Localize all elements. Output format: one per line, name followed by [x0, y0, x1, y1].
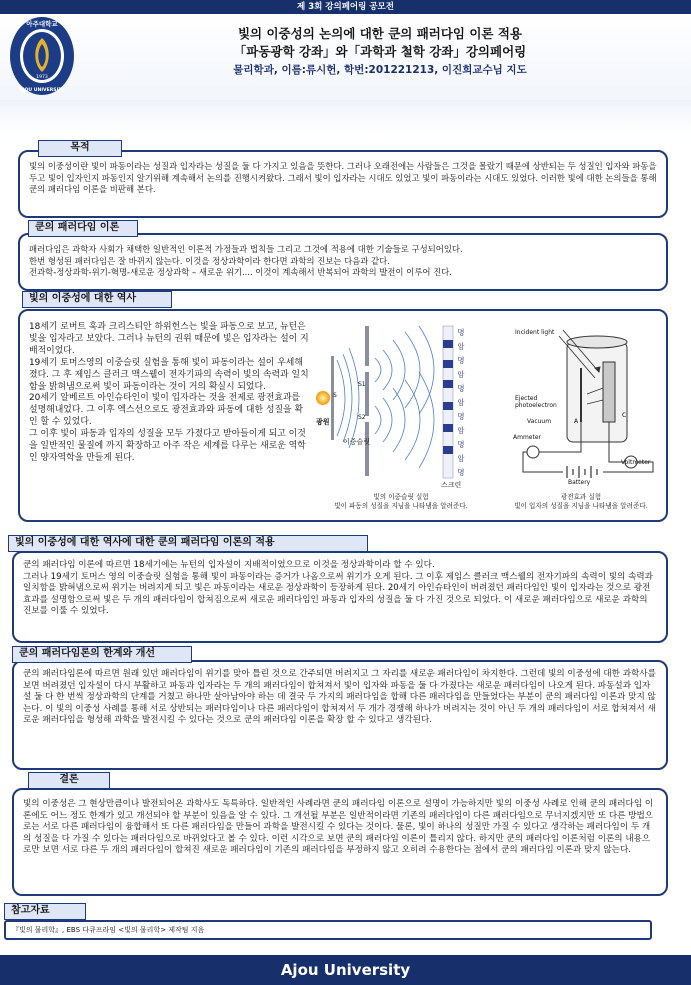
light-source-icon — [316, 391, 330, 405]
photoelectric-caption — [495, 493, 667, 511]
header-band — [0, 100, 691, 134]
band-label: 명 — [457, 328, 465, 337]
references-box — [4, 920, 652, 940]
svg-text:1973: 1973 — [36, 75, 48, 80]
band-label: 암 — [457, 426, 465, 435]
band-label: 암 — [457, 454, 465, 463]
limits-text: 쿤의 패러다임론에 따르면 원래 있던 패러다임이 위기를 맞아 틀린 것으로 간주되면 버려지고 그 자리를 새로운 패러다임이 차지한다. 그런데 빛의 이중성에 대한 과학사를 보면 버려졌던 입자설이 다시 부활하고 파동과 입자라는 두 개의 패러다임이 합쳐져서 빛이 입자와 파동을 둘 다 가졌다는 새로운 패러다임이 나오게 된다. 파동설과 입자설 둘 다 한 번씩 정상과학의 단계를 거쳤고 하나만 살아남아야 하는 데 결국 두 가지의 패러다임을 합해 다른 패러다임을 만들었다는 부분이 쿤의 패러다임 이론과 맞지 않는다. 이 빛의 이중성 사례를 통해 서로 상반되는 패러다임이나 다른 패러다임이 합쳐져서 두 개가 경쟁해 하나가 버려지는 것이 아닌 두 개의 패러다임이 서로 합쳐져서 새로운 패러다임을 형성해 과학을 발전시킬 수 있다는 것으로 쿤의 패러다임 이론을 확장 할 수 있다고 생각된다. — [23, 669, 656, 726]
references-text: 『빛의 물리학』, EBS 다큐프라임 <빛의 물리학> 제작팀 지음 — [12, 926, 205, 934]
band-label: 명 — [457, 356, 465, 365]
poster-title-line2: 「파동광학 강좌」와「과학과 철학 강좌」강의페어링 — [233, 44, 527, 59]
band-label: 명 — [457, 412, 465, 421]
plate-c-label: C — [622, 412, 627, 419]
conclusion-text: 빛의 이중성은 그 현상만큼이나 발전되어온 과학사도 독특하다. 일반적인 사례라면 쿤의 패러다임 이론으로 설명이 가능하지만 빛의 이중성 사례로 인해 쿤의 패러다임 이론에도 어느 정도 한계가 있고 개선되야 할 부분이 있음을 알 수 있다. 그 개선될 부분은 일반적이라면 기존의 패러다임이 다른 패러다임으로 무너지겠지만 또 다른 방법으로는 서로 다른 패러다임이 융합해서 또 다른 패러다임을 만들어 과학을 발전시킬 수 있다는 것이다. 물론, 빛이 하나의 성질만 가질 수 있다고 생각하는 패러다임이 두 개의 성질을 다 가질 수 있다는 패러다임으로 바뀌었다고 볼 수 있다. 이런 시각으로 보면 쿤의 패러다임 이론이 틀리지 않다. 하지만 쿤의 패러다임 이론처럼 이론의 내용으로만 보면 서로 다른 두 개의 패러다임이 합쳐진 새로운 패러다임이 기존의 패러다임을 부정하지 않고 오히려 수용한다는 점에서 쿤의 패러다임 이론과 맞지 않는다. — [23, 799, 654, 856]
caption-line: 빛의 이중슬릿 실험 — [373, 493, 429, 501]
s1-label: S1 — [358, 381, 366, 388]
purpose-box — [18, 150, 668, 218]
screen-label: 스크린 — [441, 481, 462, 489]
svg-text:AJOU UNIVERSITY: AJOU UNIVERSITY — [19, 88, 65, 93]
caption-line: 빛이 입자의 성질을 지님을 나타냄을 알려준다. — [514, 502, 648, 510]
incident-light-label: Incident light — [515, 329, 555, 336]
references-heading: 참고자료 — [4, 903, 86, 920]
band-label: 암 — [457, 398, 465, 407]
conclusion-box — [12, 788, 668, 896]
s0-label: S — [333, 392, 337, 399]
caption-line: 빛이 파동의 성질을 지님을 나타냄을 알려준다. — [334, 502, 468, 510]
light-source-label: 광원 — [316, 418, 330, 426]
plate-a-label: A — [574, 418, 579, 425]
paradigm-heading: 쿤의 패러다임 이론 — [28, 220, 138, 237]
band-labels — [456, 326, 466, 480]
vacuum-tube — [567, 336, 627, 442]
band-label: 암 — [457, 370, 465, 379]
paradigm-box — [18, 233, 668, 291]
svg-text:아주대학교: 아주대학교 — [26, 20, 58, 28]
voltmeter-label: Voltmeter — [621, 459, 651, 466]
battery-icon — [567, 466, 597, 478]
limits-heading: 쿤의 패러다임론의 한계와 개선 — [12, 646, 192, 663]
author-line: 물리학과, 이름:류시헌, 학번:201221213, 이진희교수님 지도 — [233, 64, 527, 76]
band-label: 명 — [457, 440, 465, 449]
double-slit-barrier — [365, 326, 369, 476]
application-box — [12, 551, 668, 643]
vacuum-label: Vacuum — [527, 418, 552, 425]
ammeter-label: Ammeter — [513, 434, 541, 441]
caption-line: 광전효과 실험 — [560, 493, 602, 501]
interference-screen — [443, 326, 453, 478]
purpose-heading: 목적 — [38, 140, 122, 157]
conclusion-heading: 결론 — [28, 772, 110, 789]
ammeter-icon — [527, 446, 539, 458]
band-label: 명 — [457, 384, 465, 393]
band-label: 암 — [457, 342, 465, 351]
university-footer: Ajou University — [0, 955, 691, 985]
s2-label: S2 — [358, 414, 366, 421]
ejected-label: Ejected photoelectron — [515, 395, 557, 409]
history-heading: 빛의 이중성에 대한 역사 — [22, 291, 172, 308]
band-label: 명 — [457, 468, 465, 477]
application-heading: 빛의 이중성에 대한 역사에 대한 쿤의 패러다임 이론의 적용 — [8, 535, 368, 552]
battery-label: Battery — [568, 479, 591, 486]
history-text: 18세기 로버트 훅과 크리스티안 하위헌스는 빛을 파동으로 보고, 뉴턴은 빛을 입자라고 보았다. 그러나 뉴턴의 권위 때문에 빛은 입자라는 설이 지배적이었다. 19세기 토머스영의 이중슬릿 실험을 통해 빛이 파동이라는 설이 우세해 졌다. 그 후 제임스 클러크 맥스웰이 전자기파의 속력이 빛의 속력과 일치함을 밝혀냄으로써 빛이 파동이라는 것이 거의 확실시 되었다. 20세기 알베르트 아인슈타인이 빛이 입자라는 것을 전제로 광전효과를 설명해내었다. 그 이후 엑스선으로도 광전효과와 파동에 대한 성질을 확인 할 수 있었다. 그 이후 빛이 파동과 입자의 성질을 모두 가졌다고 받아들이게 되고 이것을 일반적인 물질에 까지 확장하고 아주 작은 세계를 다루는 새로운 역학인 양자역학을 만들게 된다. — [29, 322, 309, 463]
university-seal-logo — [9, 16, 75, 96]
competition-banner: 제 3회 강의페어링 공모전 — [0, 0, 691, 14]
application-text: 쿤의 패러다임 이론에 따르면 18세기에는 뉴턴의 입자설이 지배적이었으므로 이것을 정상과학이라 할 수 있다. 그러나 19세기 토머스 영의 이중슬릿 실험을 통해 빛이 파동이라는 증거가 나옴으로써 위기가 오게 된다. 그 이후 제임스 클러크 맥스웰의 전자기파의 속력이 빛의 속력과 일치함을 밝혀냄으로써 위기는 버려지게 되고 빛은 파동이라는 새로운 정상과학이 등장하게 된다. 20세기 아인슈타인이 버려졌던 패러다임인 빛이 입자라는 것으로 광전효과를 설명함으로써 빛은 두 개의 패러다임이 합쳐짐으로써 새로운 패러다임인 파동과 입자의 성질을 둘 다 가진 것으로 되었다. 이 새로운 패러다임으로 새로운 과학의 진보를 이룰 수 있었다. — [23, 560, 653, 617]
paradigm-text: 패러다임은 과학자 사회가 채택한 일반적인 이론적 가정들과 법칙들 그리고 그것에 적용에 대한 기술들로 구성되어있다. 한번 형성된 패러다임은 잘 바뀌지 않는다. 이것을 정상과학이라 한다면 과학의 진보는 다음과 같다. 전과학-정상과학-위기-혁명-새로운 정상과학 – 새로운 위기.... 이것이 계속해서 반복되어 과학의 발전이 이루어 진다. — [29, 244, 463, 278]
purpose-text: 빛의 이중성이란 빛이 파동이라는 성질과 입자라는 성질을 둘 다 가지고 있음을 뜻한다. 그러나 오래전에는 사람들은 그것을 몰랐기 때문에 상반되는 두 성질인 입자와 파동을 두고 빛이 입자인지 파동인지 알기위해 계속해서 논의를 진행시켜왔다. 그래서 빛이 입자라는 시대도 있었고 빛이 파동이라는 시대도 있었다. 이러한 빛에 대한 논의들을 통해 쿤의 패러다임 이론을 비판해 본다. — [29, 161, 657, 195]
poster-title-line1: 빛의 이중성의 논의에 대한 쿤의 패러다임 이론 적용 — [237, 26, 523, 41]
slit-label: 이중슬릿 — [343, 438, 371, 446]
double-slit-caption — [315, 493, 487, 511]
limits-box — [12, 660, 668, 770]
